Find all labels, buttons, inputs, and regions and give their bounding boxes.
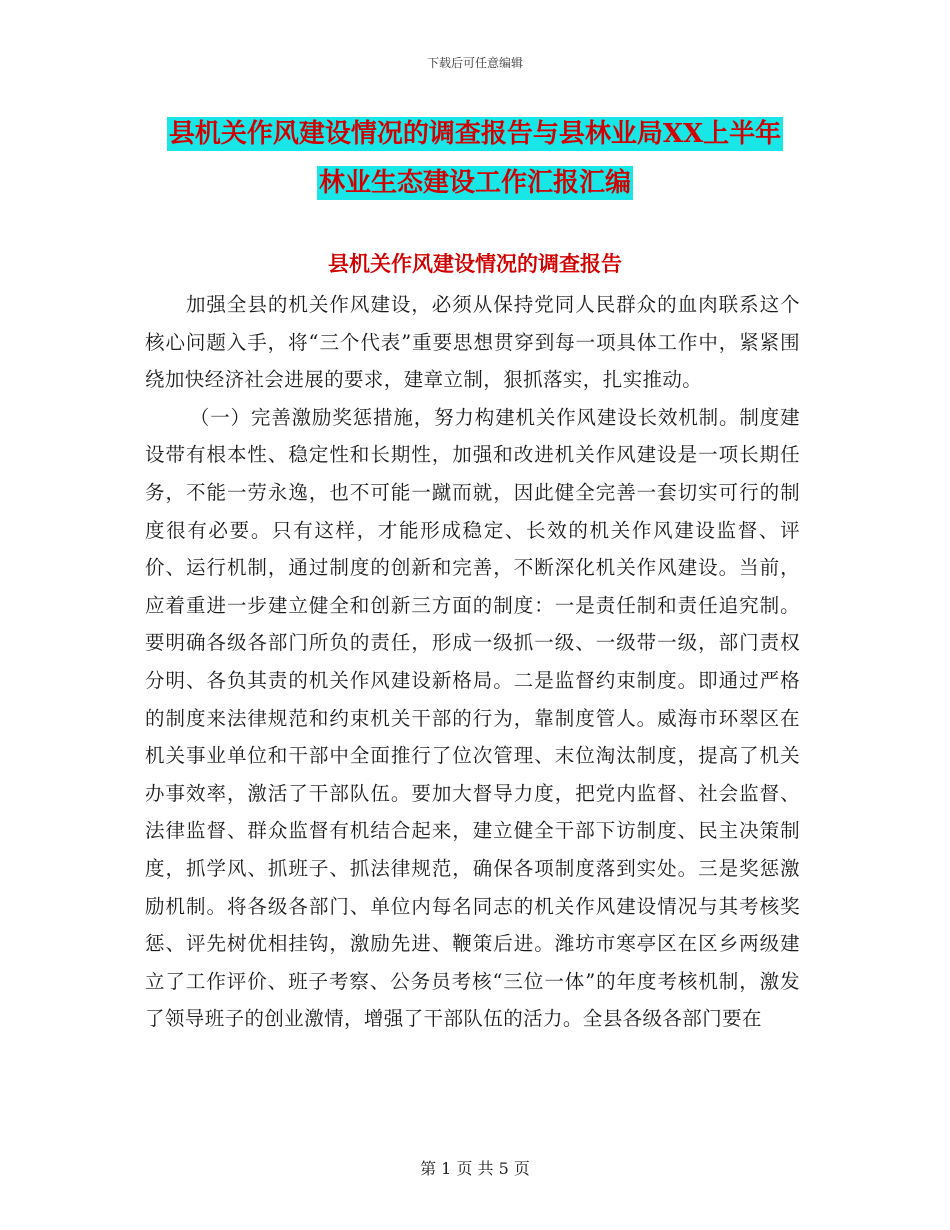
title-line-1: 县机关作风建设情况的调查报告与县林业局XX上半年 [168,119,782,149]
title-line-2: 林业生态建设工作汇报汇编 [318,168,631,198]
section-heading: 县机关作风建设情况的调查报告 [328,251,622,276]
body-text [145,286,800,1038]
page-footer: 第 1 页 共 5 页 [420,1159,530,1178]
paragraph-1: 加强全县的机关作风建设，必须从保持党同人民群众的血肉联系这个核心问题入手，将“三个代表”重要思想贯穿到每一项具体工作中，紧紧围绕加快经济社会进展的要求，建章立制，狠抓落实，扎实推动。 [145,293,800,392]
header-note: 下载后可任意编辑 [426,56,523,70]
paragraph-2: （一）完善激励奖惩措施，努力构建机关作风建设长效机制。制度建设带有根本性、稳定性和长期性，加强和改进机关作风建设是一项长期任务，不能一劳永逸，也不可能一蹴而就，因此健全完善一套切实可行的制度很有必要。只有这样，才能形成稳定、长效的机关作风建设监督、评价、运行机制，通过制度的创新和完善，不断深化机关作风建设。当前，应着重进一步建立健全和创新三方面的制度：一是责任制和责任追究制。要明确各级各部门所负的责任，形成一级抓一级、一级带一级，部门责权分明、各负其责的机关作风建设新格局。二是监督约束制度。即通过严格的制度来法律规范和约束机关干部的行为，靠制度管人。威海市环翠区在机关事业单位和干部中全面推行了位次管理、末位淘汰制度，提高了机关办事效率，激活了干部队伍。要加大督导力度，把党内监督、社会监督、法律监督、群众监督有机结合起来，建立健全干部下访制度、民主决策制度，抓学风、抓班子、抓法律规范，确保各项制度落到实处。三是奖惩激励机制。将各级各部门、单位内每名同志的机关作风建设情况与其考核奖惩、评先树优相挂钩，激励先进、鞭策后进。潍坊市寒亭区在区乡两级建立了工作评价、班子考察、公务员考核“三位一体”的年度考核机制，激发了领导班子的创业激情，增强了干部队伍的活力。全县各级各部门要在 [145,405,800,1031]
document-title [0,110,950,208]
